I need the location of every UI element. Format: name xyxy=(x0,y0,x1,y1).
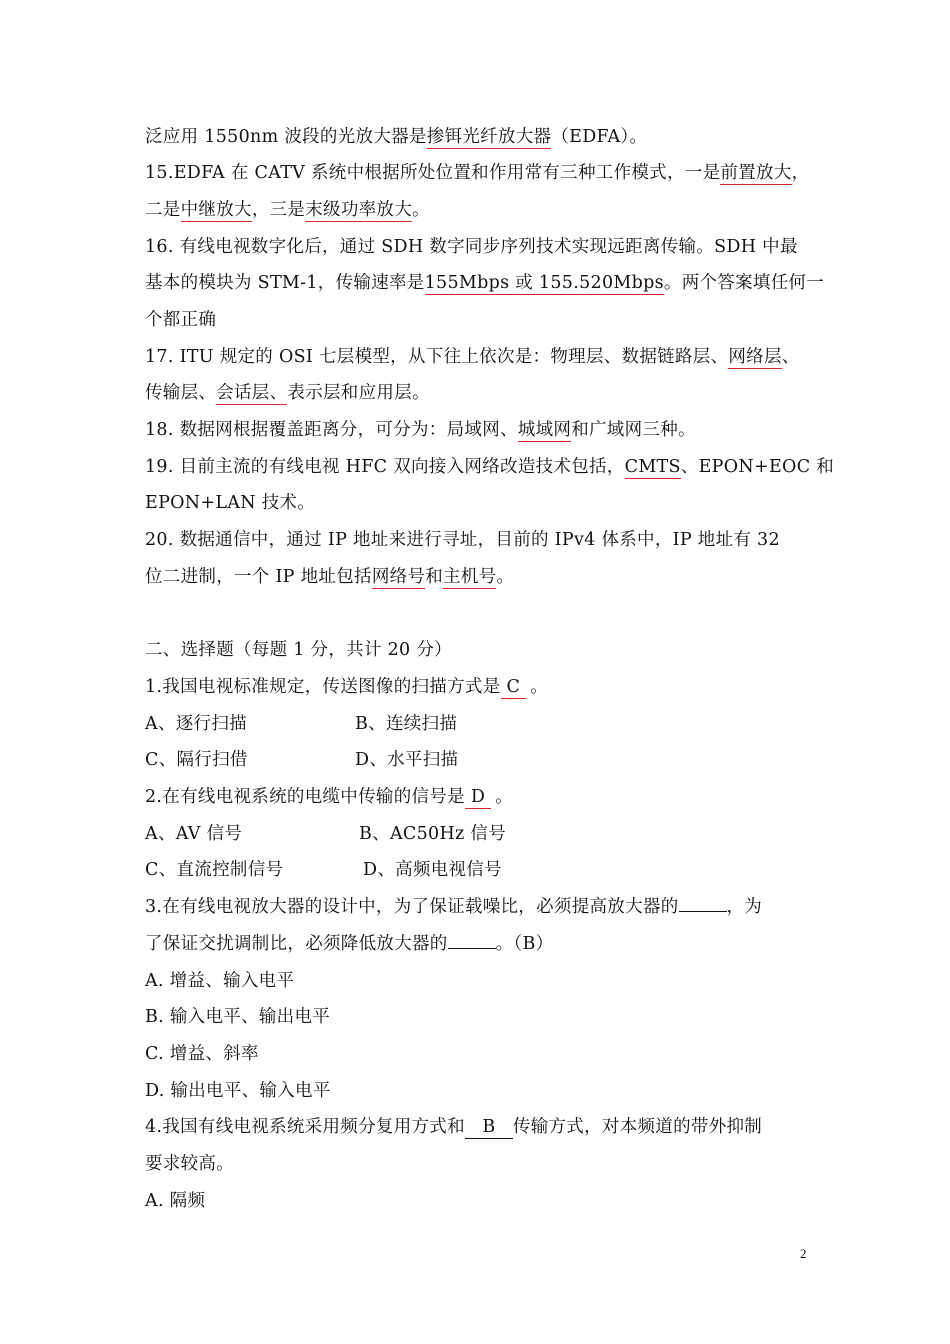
answer: 城域网 xyxy=(517,420,572,440)
text: 位二进制，一个 IP 地址包括 xyxy=(145,567,372,587)
text: ， xyxy=(791,163,810,183)
choice-q1-option-b: B、连续扫描 xyxy=(355,714,458,734)
text: ，为 xyxy=(726,897,763,917)
text: ，三是 xyxy=(251,200,306,220)
text: （EDFA）。 xyxy=(551,127,648,147)
choice-q3-line-2 xyxy=(145,931,553,957)
answer: 155Mbps 或 155.520Mbps xyxy=(424,273,664,293)
text: 和广域网三种。 xyxy=(571,420,696,440)
answer: C xyxy=(501,676,527,699)
answer: D xyxy=(465,786,491,809)
choice-q1-option-a: A、逐行扫描 xyxy=(145,714,247,734)
choice-q4-option-a: A. 隔频 xyxy=(145,1191,206,1211)
q15-line-1 xyxy=(145,160,809,186)
answer: 网络号 xyxy=(371,567,426,587)
choice-q1-option-d: D、水平扫描 xyxy=(355,750,459,770)
q16-line-1: 16. 有线电视数字化后，通过 SDH 数字同步序列技术实现远距离传输。SDH 中最 xyxy=(145,237,798,257)
text: 1.我国电视标准规定，传送图像的扫描方式是 xyxy=(145,677,501,697)
answer: 掺铒光纤放大器 xyxy=(426,127,552,147)
text: 17. ITU 规定的 OSI 七层模型，从下往上依次是：物理层、数据链路层、 xyxy=(145,347,729,367)
text: 泛应用 1550nm 波段的光放大器是 xyxy=(145,127,427,147)
choice-q1-option-c: C、隔行扫借 xyxy=(145,750,248,770)
q17-line-1 xyxy=(145,344,800,370)
blank xyxy=(679,911,727,912)
text: 二是 xyxy=(145,200,181,220)
text: 18. 数据网根据覆盖距离分，可分为：局域网、 xyxy=(145,420,518,440)
text: 。 xyxy=(412,200,430,220)
text: 。 xyxy=(530,677,549,697)
text: 2.在有线电视系统的电缆中传输的信号是 xyxy=(145,787,465,807)
section-heading: 二、选择题（每题 1 分，共计 20 分） xyxy=(145,640,452,660)
answer: 前置放大 xyxy=(720,163,792,183)
choice-q4-line-2: 要求较高。 xyxy=(145,1154,234,1174)
answer: 网络层 xyxy=(728,347,782,367)
text: 传输层、 xyxy=(145,383,217,403)
text: 。两个答案填任何一 xyxy=(663,273,825,293)
text: 19. 目前主流的有线电视 HFC 双向接入网络改造技术包括， xyxy=(145,457,625,477)
text: 基本的模块为 STM-1，传输速率是 xyxy=(145,273,425,293)
text: 、EPON+EOC 和 xyxy=(680,457,835,477)
choice-q3-option-d: D. 输出电平、输入电平 xyxy=(145,1081,331,1101)
text: 了保证交扰调制比，必须降低放大器的 xyxy=(145,934,448,954)
q19-line-2: EPON+LAN 技术。 xyxy=(145,493,316,513)
page-number: 2 xyxy=(800,1246,807,1261)
q18-line xyxy=(145,417,696,443)
choice-q2-option-a: A、AV 信号 xyxy=(145,824,243,844)
answer: CMTS xyxy=(624,457,681,477)
blank xyxy=(448,948,496,949)
q17-line-2 xyxy=(145,380,430,406)
answer: 主机号 xyxy=(443,567,497,587)
answer: 末级功率放大 xyxy=(305,200,413,220)
text: 和 xyxy=(425,567,444,587)
q19-line-1 xyxy=(145,454,834,480)
q20-line-2 xyxy=(145,564,514,590)
choice-q3-option-c: C. 增益、斜率 xyxy=(145,1044,259,1064)
text: 传输方式，对本频道的带外抑制 xyxy=(512,1117,763,1137)
q20-line-1: 20. 数据通信中，通过 IP 地址来进行寻址，目前的 IPv4 体系中，IP 地址有 32 xyxy=(145,530,780,550)
text: 表示层和应用层。 xyxy=(287,383,430,403)
q16-line-3: 个都正确 xyxy=(145,310,217,330)
text: 3.在有线电视放大器的设计中，为了保证载噪比，必须提高放大器的 xyxy=(145,897,679,917)
q14-line xyxy=(145,124,647,150)
choice-q3-option-b: B. 输入电平、输出电平 xyxy=(145,1007,331,1027)
q15-line-2 xyxy=(145,197,430,223)
choice-q2 xyxy=(145,784,513,810)
text: 。（B） xyxy=(495,934,554,954)
text: 。 xyxy=(495,787,514,807)
choice-q3-option-a: A. 增益、输入电平 xyxy=(145,971,295,991)
q16-line-2 xyxy=(145,270,824,296)
answer-blank: B xyxy=(465,1116,513,1139)
choice-q2-option-b: B、AC50Hz 信号 xyxy=(359,824,506,844)
choice-q2-option-d: D、高频电视信号 xyxy=(363,860,502,880)
choice-q1 xyxy=(145,674,548,700)
text: 15.EDFA 在 CATV 系统中根据所处位置和作用常有三种工作模式，一是 xyxy=(145,163,721,183)
text: 4.我国有线电视系统采用频分复用方式和 xyxy=(145,1117,465,1137)
choice-q2-option-c: C、直流控制信号 xyxy=(145,860,284,880)
answer: 会话层、 xyxy=(216,383,288,403)
choice-q4-line-1 xyxy=(145,1114,762,1140)
answer: 中继放大 xyxy=(180,200,252,220)
text: 。 xyxy=(496,567,515,587)
choice-q3-line-1 xyxy=(145,894,762,920)
text: 、 xyxy=(781,347,800,367)
